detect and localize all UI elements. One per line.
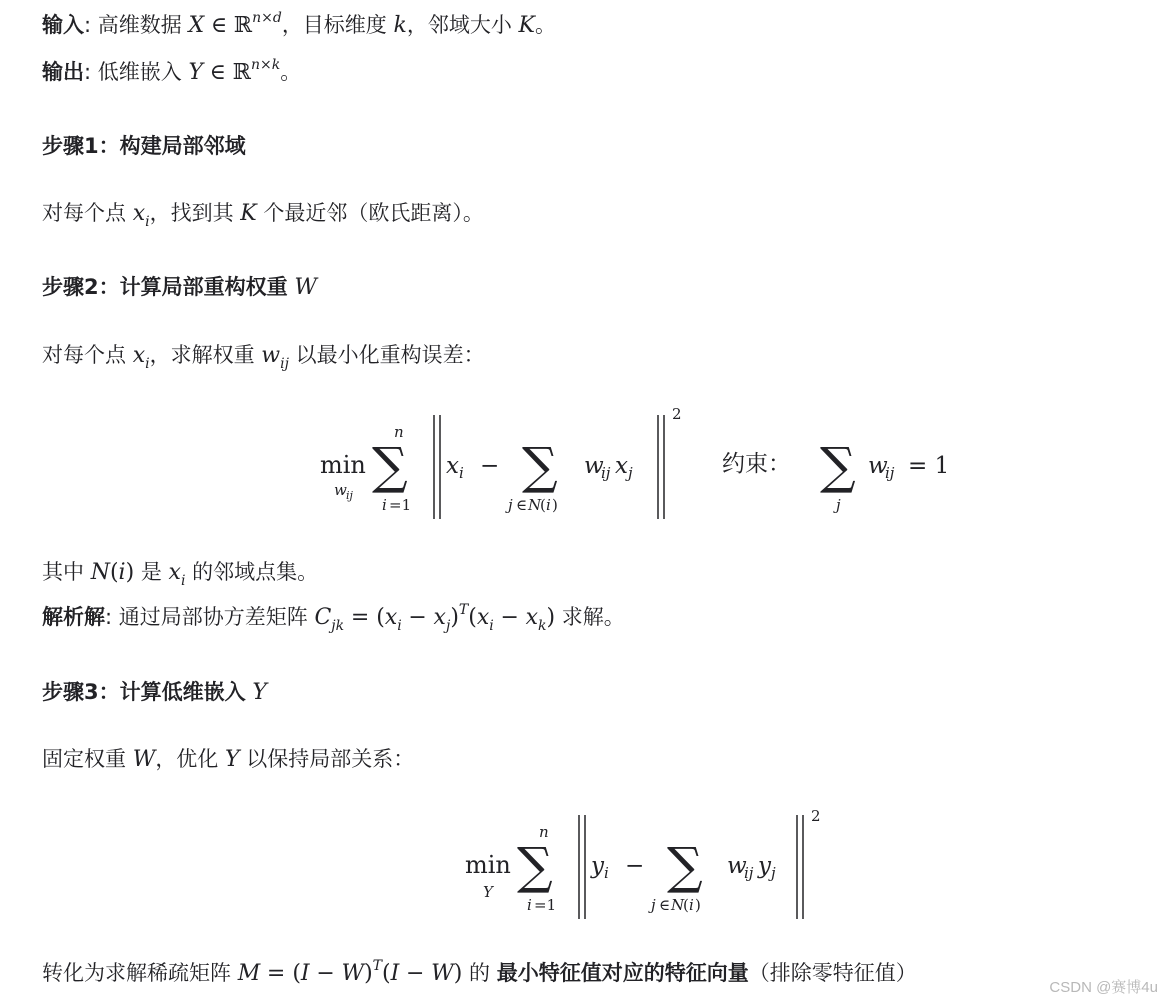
svg-text:i: i xyxy=(604,864,609,882)
svg-text:i: i xyxy=(546,496,551,514)
step2-text: 对每个点 $x_i$，求解权重 $w_{ij}$ 以最小化重构误差： xyxy=(42,343,485,372)
final-line: 转化为求解稀疏矩阵 $M = (I - W)^T(I - W)$ 的 最小特征值对应的特征向量（排除零特征值） xyxy=(42,958,917,986)
watermark: CSDN @赛博4u xyxy=(1049,979,1158,996)
svg-text:∑: ∑ xyxy=(667,837,703,895)
svg-text:min: min xyxy=(465,851,511,879)
svg-text:(: ( xyxy=(683,896,689,914)
svg-text:j: j xyxy=(771,864,776,882)
svg-text:j: j xyxy=(508,496,513,514)
svg-text:−: − xyxy=(625,853,645,879)
svg-text:): ) xyxy=(695,896,701,914)
svg-text:min: min xyxy=(320,451,366,479)
input-line: 输入: 高维数据 X ∈ ℝ$^{n\times d}$，目标维度 k，邻域大小 K。 xyxy=(42,10,556,38)
output-label: 输出 xyxy=(42,60,84,84)
step3-text: 固定权重 W，优化 Y 以保持局部关系： xyxy=(42,747,415,772)
svg-text:x: x xyxy=(446,453,459,479)
svg-text:N: N xyxy=(528,496,542,514)
svg-text:=1: =1 xyxy=(389,496,412,514)
svg-text:约束：: 约束： xyxy=(722,451,791,477)
svg-text:= 1: = 1 xyxy=(908,453,950,479)
svg-text:∑: ∑ xyxy=(820,437,856,495)
svg-text:y: y xyxy=(591,853,604,879)
step1-text: 对每个点 $x_i$，找到其 K 个最近邻（欧氏距离）。 xyxy=(42,201,484,230)
svg-text:n: n xyxy=(539,823,549,841)
svg-text:N: N xyxy=(671,896,685,914)
svg-text:w: w xyxy=(584,453,604,479)
svg-text:ij: ij xyxy=(346,489,353,502)
step1-heading: 步骤1：构建局部邻域 xyxy=(42,134,246,158)
svg-text:=1: =1 xyxy=(534,896,557,914)
analytic-solution: 解析解: 通过局部协方差矩阵 $C_{jk} = (x_i - x_j)^T(x_i - x_k)$ 求解。 xyxy=(42,602,625,634)
svg-text:2: 2 xyxy=(811,807,821,825)
svg-text:i: i xyxy=(459,464,464,482)
final-emphasis: 最小特征值对应的特征向量 xyxy=(496,961,749,985)
svg-text:j: j xyxy=(836,496,841,514)
output-line: 输出: 低维嵌入 Y ∈ ℝ$^{n\times k}$。 xyxy=(42,57,302,85)
svg-text:−: − xyxy=(480,453,500,479)
svg-text:): ) xyxy=(552,496,558,514)
svg-text:∑: ∑ xyxy=(372,437,408,495)
svg-text:i: i xyxy=(527,896,532,914)
svg-text:i: i xyxy=(689,896,694,914)
input-label: 输入 xyxy=(42,13,84,37)
neighborhood-note: 其中 N(i) 是 $x_i$ 的邻域点集。 xyxy=(42,560,319,589)
svg-text:y: y xyxy=(758,853,771,879)
svg-text:j: j xyxy=(651,896,656,914)
svg-text:∑: ∑ xyxy=(522,437,558,495)
embedding-formula xyxy=(455,805,835,930)
svg-text:j: j xyxy=(628,464,633,482)
step3-heading: 步骤3：计算低维嵌入 Y xyxy=(42,680,267,705)
svg-text:∈: ∈ xyxy=(659,896,671,914)
svg-text:2: 2 xyxy=(672,405,682,423)
svg-text:ij: ij xyxy=(885,464,895,482)
svg-text:ij: ij xyxy=(744,864,754,882)
svg-text:(: ( xyxy=(540,496,546,514)
svg-text:i: i xyxy=(382,496,387,514)
svg-text:ij: ij xyxy=(601,464,611,482)
svg-text:w: w xyxy=(727,853,747,879)
svg-text:Y: Y xyxy=(483,883,493,901)
svg-text:∑: ∑ xyxy=(517,837,553,895)
svg-text:w: w xyxy=(334,481,347,499)
svg-text:w: w xyxy=(868,453,888,479)
svg-text:∈: ∈ xyxy=(516,496,528,514)
svg-text:n: n xyxy=(394,423,404,441)
weight-formula xyxy=(310,405,990,530)
svg-text:x: x xyxy=(615,453,628,479)
step2-heading: 步骤2：计算局部重构权重 W xyxy=(42,275,317,300)
